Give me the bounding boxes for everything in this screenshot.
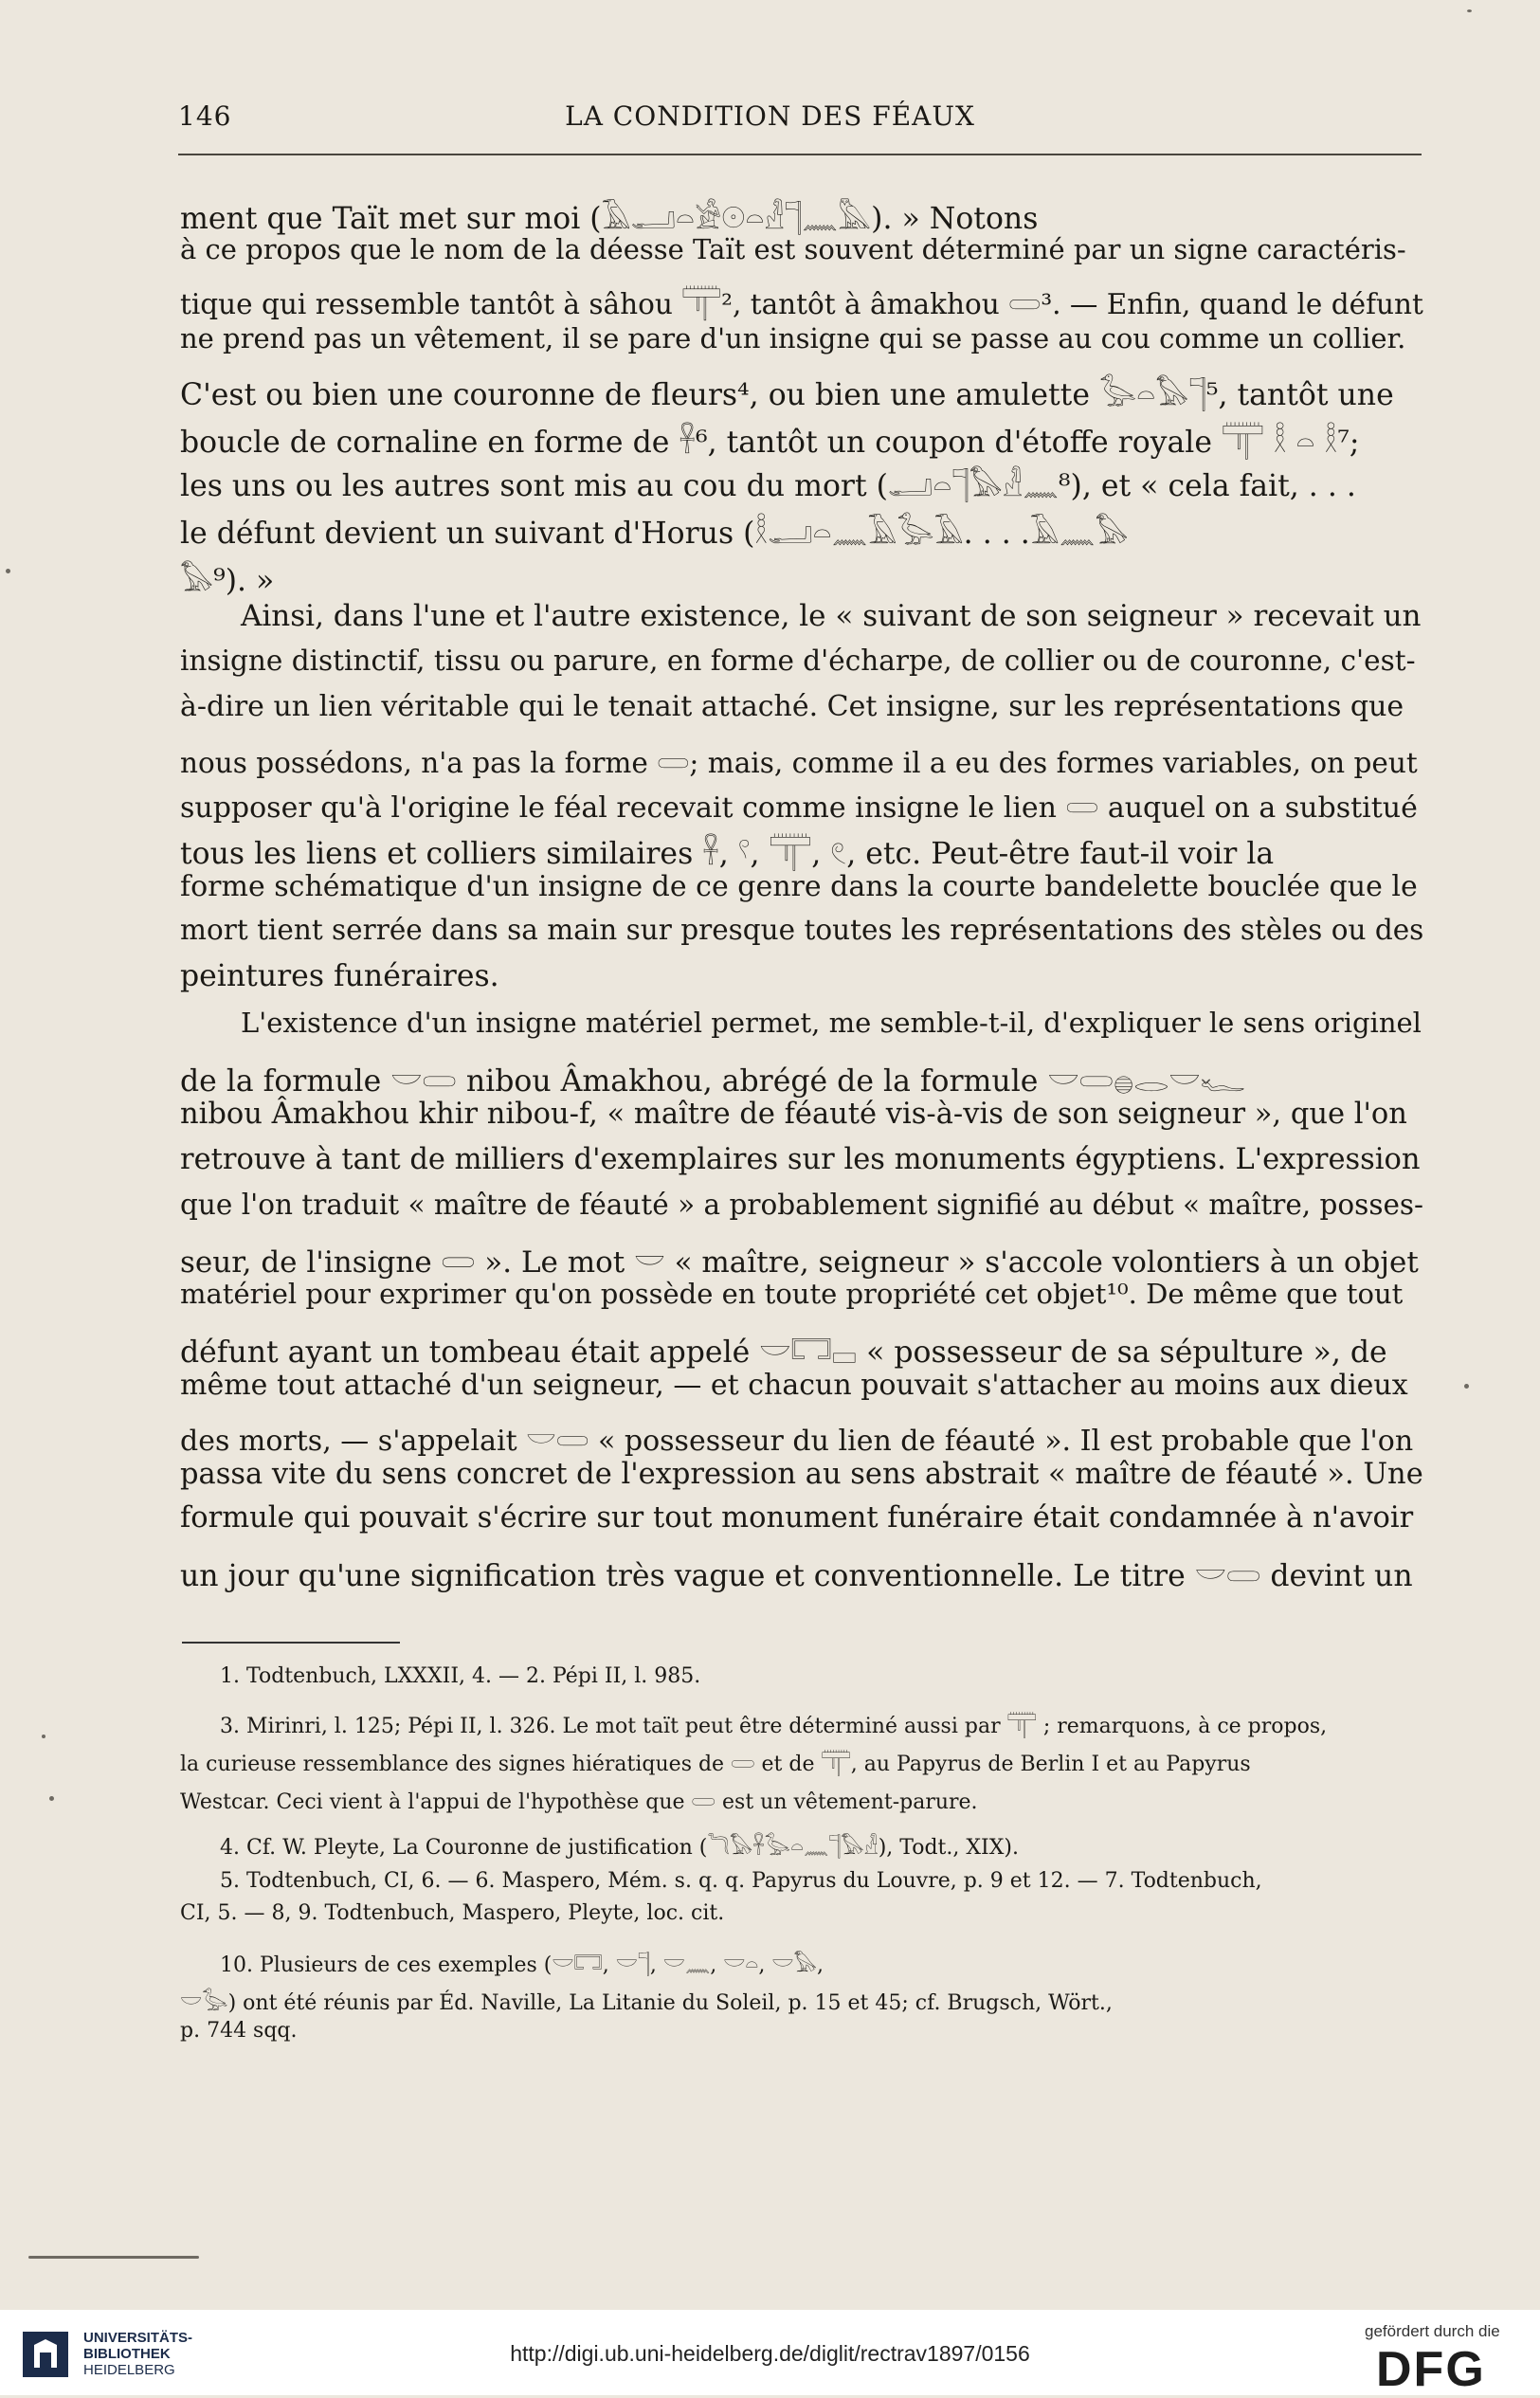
footnote-line: Westcar. Ceci vient à l'appui de l'hypothèse que 𓋰 est un vêtement-parure. — [180, 1790, 978, 1814]
footnote-line: 𓎟𓅭) ont été réunis par Éd. Naville, La Litanie du Soleil, p. 15 et 45; cf. Brugsch, Wört., — [180, 1991, 1113, 2015]
body-line: tique qui ressemble tantôt à sâhou 𓋳², tantôt à âmakhou 𓋰³. — Enfin, quand le défunt — [180, 288, 1423, 320]
body-line: que l'on traduit « maître de féauté » a probablement signifié au début « maître, posses- — [180, 1189, 1424, 1221]
funder-logo: DFG — [1376, 2342, 1486, 2397]
body-line: insigne distinctif, tissu ou parure, en forme d'écharpe, de collier ou de couronne, c'est- — [180, 645, 1416, 677]
body-line: L'existence d'un insigne matériel permet, me semble-t-il, d'expliquer le sens originel — [241, 1007, 1422, 1039]
scan-speck — [1467, 9, 1472, 12]
footnote-line: CI, 5. — 8, 9. Todtenbuch, Maspero, Pleyte, loc. cit. — [180, 1901, 725, 1925]
body-line: seur, de l'insigne 𓋰 ». Le mot 𓎟 « maître, seigneur » s'accole volontiers à un objet — [180, 1245, 1419, 1280]
body-line: de la formule 𓎟𓋰 nibou Âmakhou, abrégé de la formule 𓎟𓋰𓐍𓂋𓎟𓆑 — [180, 1064, 1245, 1099]
header-rule — [178, 154, 1422, 155]
body-line: les uns ou les autres sont mis au cou du mort (𓂝𓏏𓊹𓅃𓁐𓈖⁸), et « cela fait, . . . — [180, 469, 1356, 503]
body-line: Ainsi, dans l'une et l'autre existence, le « suivant de son seigneur » recevait un — [241, 599, 1422, 633]
body-line: tous les liens et colliers similaires 𓋹, 𓍢, 𓋳, 𓏲, etc. Peut-être faut-il voir la — [180, 837, 1275, 871]
body-line: 𓅃⁹). » — [180, 564, 275, 598]
footnote-rule — [182, 1642, 400, 1644]
body-line: le défunt devient un suivant d'Horus (𓎛𓂝𓏏𓈖𓄿𓅭𓄿. . . .𓄿𓈖𓅃 — [180, 517, 1129, 551]
scan-speck — [1464, 1384, 1469, 1389]
funded-by-label: gefördert durch die — [1365, 2322, 1500, 2340]
body-line: défunt ayant un tombeau était appelé 𓎟𓉐𓊌 « possesseur de sa sépulture », de — [180, 1335, 1387, 1370]
body-line: ne prend pas un vêtement, il se pare d'un insigne qui se passe au cou comme un collier. — [180, 322, 1406, 354]
footnote-line: 4. Cf. W. Pleyte, La Couronne de justification (𓆓𓅃𓋹𓅭𓏏𓈖𓊹𓅃𓁐), Todt., XIX). — [220, 1836, 1019, 1860]
body-line: matériel pour exprimer qu'on possède en toute propriété cet objet¹⁰. De même que tout — [180, 1278, 1404, 1310]
body-line: mort tient serrée dans sa main sur presque toutes les représentations des stèles ou des — [180, 914, 1424, 946]
body-line: boucle de cornaline en forme de 𓋹⁶, tantôt un coupon d'étoffe royale 𓋳 𓎛 𓏏 𓎛⁷; — [180, 426, 1360, 460]
source-url-link[interactable]: http://digi.ub.uni-heidelberg.de/diglit/rectrav1897/0156 — [510, 2341, 1030, 2366]
running-title: LA CONDITION DES FÉAUX — [565, 100, 975, 132]
body-line: passa vite du sens concret de l'expression au sens abstrait « maître de féauté ». Une — [180, 1458, 1423, 1491]
page-number: 146 — [178, 100, 232, 132]
body-line: même tout attaché d'un seigneur, — et chacun pouvait s'attacher au moins aux dieux — [180, 1369, 1408, 1402]
body-line: supposer qu'à l'origine le féal recevait comme insigne le lien 𓋰 auquel on a substitué — [180, 791, 1418, 825]
scan-speck — [49, 1796, 54, 1801]
body-line: formule qui pouvait s'écrire sur tout monument funéraire était condamnée à n'avoir — [180, 1501, 1414, 1535]
footnote-line: 10. Plusieurs de ces exemples (𓎟𓉐, 𓎟𓊹, 𓎟𓈖, 𓎟𓏏, 𓎟𓅃, — [220, 1953, 824, 1977]
scan-speck — [28, 2256, 199, 2259]
scan-speck — [42, 1735, 45, 1738]
institution-city: HEIDELBERG — [83, 2362, 175, 2378]
institution-name: UNIVERSITÄTS- BIBLIOTHEK — [83, 2330, 193, 2362]
body-line: forme schématique d'un insigne de ce genre dans la courte bandelette bouclée que le — [180, 870, 1418, 903]
body-line: retrouve à tant de milliers d'exemplaires sur les monuments égyptiens. L'expression — [180, 1143, 1421, 1176]
body-line: peintures funéraires. — [180, 959, 499, 993]
body-line: des morts, — s'appelait 𓎟𓋰 « possesseur du lien de féauté ». Il est probable que l'on — [180, 1425, 1414, 1458]
body-line: nibou Âmakhou khir nibou-f, « maître de féauté vis-à-vis de son seigneur », que l'on — [180, 1098, 1407, 1131]
body-line: à-dire un lien véritable qui le tenait attaché. Cet insigne, sur les représentations que — [180, 690, 1404, 723]
footnote-line: 1. Todtenbuch, LXXXII, 4. — 2. Pépi II, l. 985. — [220, 1664, 701, 1688]
body-line: C'est ou bien une couronne de fleurs⁴, ou bien une amulette 𓅭𓏏𓅃𓊹⁵, tantôt une — [180, 378, 1394, 412]
footnote-line: la curieuse ressemblance des signes hiératiques de 𓋰 et de 𓋳, au Papyrus de Berlin I et au Papyrus — [180, 1753, 1251, 1776]
body-line: à ce propos que le nom de la déesse Taït est souvent déterminé par un signe caractéris- — [180, 233, 1406, 265]
body-line: ment que Taït met sur moi (𓄿𓂝𓏏𓀀𓇳𓏏𓁐𓊹𓈖𓅓). » Notons — [180, 202, 1039, 236]
footnote-line: p. 744 sqq. — [180, 2019, 298, 2043]
footnote-line: 3. Mirinri, l. 125; Pépi II, l. 326. Le mot taït peut être déterminé aussi par 𓋳 ; remarquons, à ce propos, — [220, 1715, 1328, 1738]
body-line: un jour qu'une signification très vague et conventionnelle. Le titre 𓎟𓋰 devint un — [180, 1559, 1413, 1593]
footnote-line: 5. Todtenbuch, CI, 6. — 6. Maspero, Mém. s. q. q. Papyrus du Louvre, p. 9 et 12. — 7. Todtenbuch, — [220, 1869, 1262, 1893]
body-line: nous possédons, n'a pas la forme 𓋰; mais, comme il a eu des formes variables, on peut — [180, 747, 1418, 779]
scan-speck — [6, 569, 10, 573]
